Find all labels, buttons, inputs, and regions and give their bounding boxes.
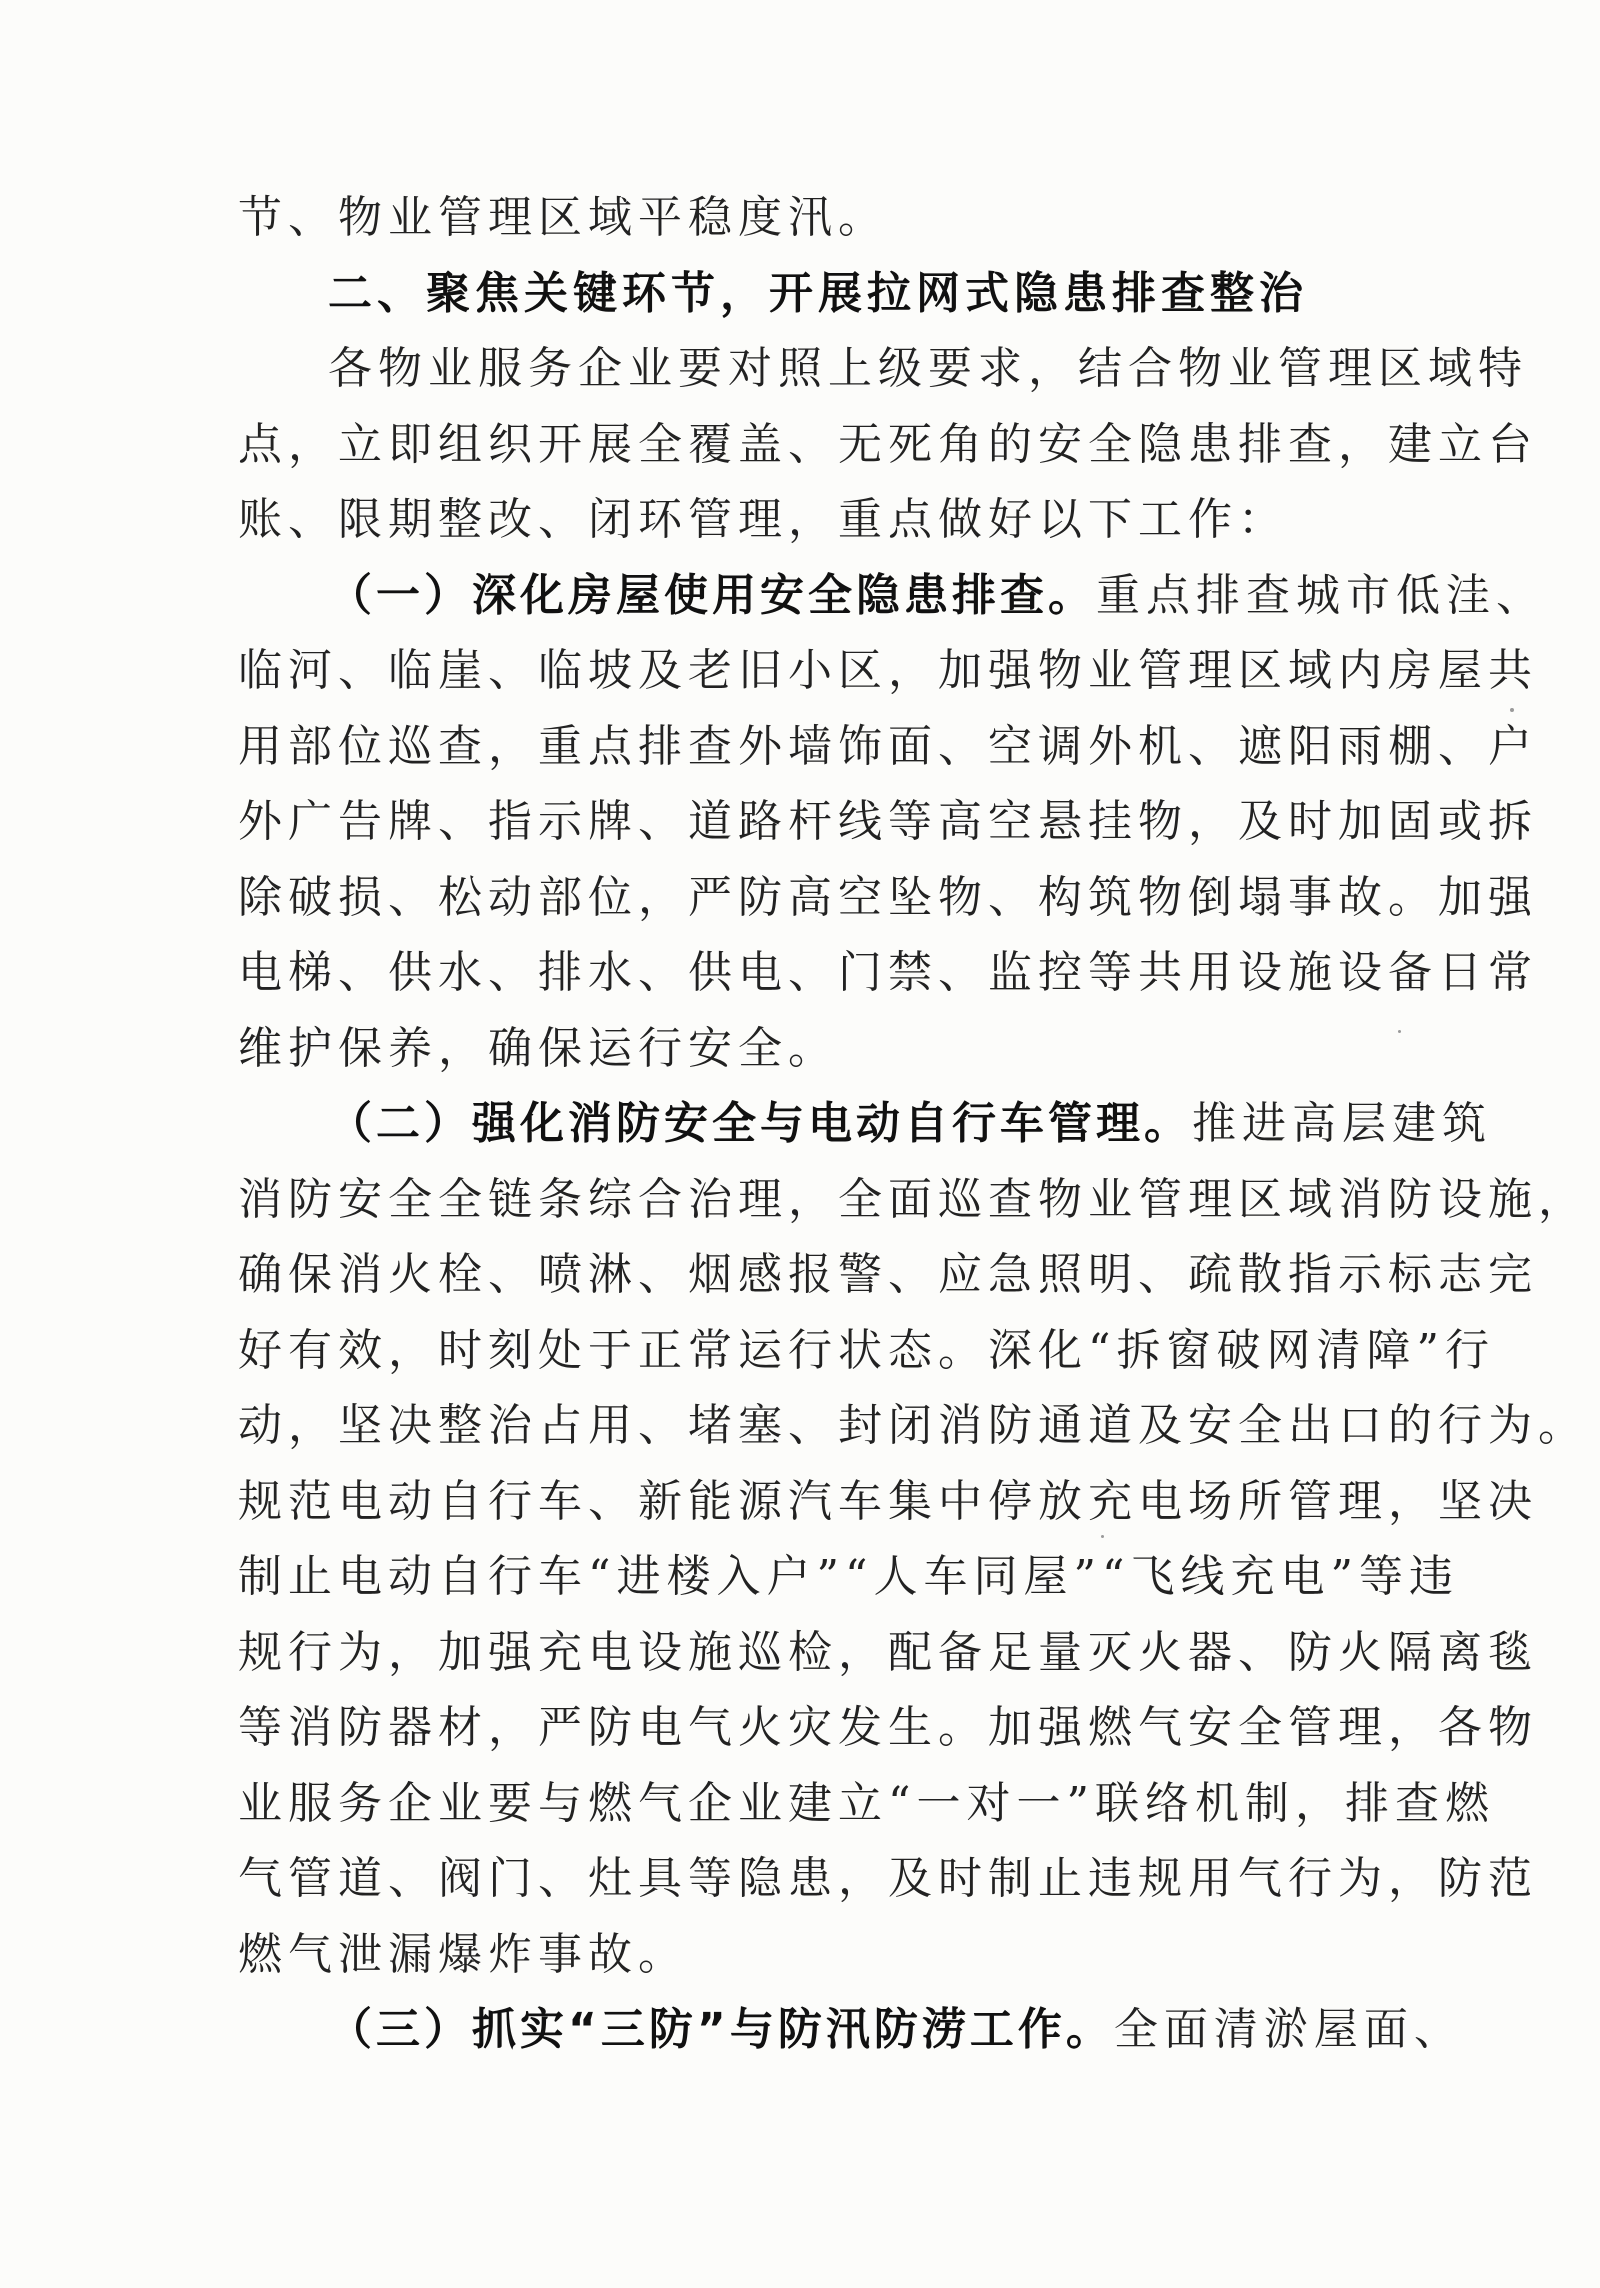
line-text: 动，坚决整治占用、堵塞、封闭消防通道及安全出口的行为。 [238,1400,1588,1451]
line-text: 全面清淤屋面、 [1113,2004,1464,2055]
text-line [238,1539,1459,1615]
text-line [238,407,1538,483]
line-text: 推进高层建筑 [1192,1098,1492,1149]
line-text: 维护保养，确保运行安全。 [238,1022,838,1074]
text-line [238,1162,1588,1238]
text-line [238,860,1538,936]
subsection-heading: （一）深化房屋使用安全隐患排查。 [328,569,1096,621]
scan-speck [1101,1535,1104,1538]
line-text: 用部位巡查，重点排查外墙饰面、空调外机、遮阳雨棚、户 [238,720,1538,772]
section-heading-text: 二、聚焦关键环节，开展拉网式隐患排查整治 [328,267,1308,319]
line-text: 业服务企业要与燃气企业建立“一对一”联络机制，排查燃 [238,1777,1495,1829]
line-text: 除破损、松动部位，严防高空坠物、构筑物倒塌事故。加强 [238,871,1538,923]
subsection-line [238,1992,1464,2068]
line-text: 各物业服务企业要对照上级要求，结合物业管理区域特 [328,343,1528,394]
line-text: 规行为，加强充电设施巡检，配备足量灭火器、防火隔离毯 [238,1626,1538,1678]
text-line [238,1690,1538,1766]
text-line [238,1237,1538,1313]
text-line [238,1917,1388,1993]
text-line [238,180,1388,256]
subsection-line [238,1086,1492,1162]
text-line [238,1011,1388,1087]
text-line [238,1841,1538,1917]
line-text: 等消防器材，严防电气火灾发生。加强燃气安全管理，各物 [238,1702,1538,1753]
scan-speck [1398,1030,1401,1033]
subsection-heading: （三）抓实“三防”与防汛防涝工作。 [328,2004,1114,2055]
line-text: 临河、临崖、临坡及老旧小区，加强物业管理区域内房屋共 [238,645,1538,696]
scan-speck [1510,708,1514,712]
text-line [238,1615,1538,1691]
line-text: 消防安全全链条综合治理，全面巡查物业管理区域消防设施， [238,1173,1588,1225]
line-text: 规范电动自行车、新能源汽车集中停放充电场所管理，坚决 [238,1475,1538,1527]
line-text: 外广告牌、指示牌、道路杆线等高空悬挂物，及时加固或拆 [238,796,1538,847]
subsection-line [238,558,1546,634]
text-line [238,482,1388,558]
text-line [238,633,1538,709]
line-text: 电梯、供水、排水、供电、门禁、监控等共用设施设备日常 [238,947,1538,998]
line-text: 制止电动自行车“进楼入户”“人车同屋”“飞线充电”等违 [238,1551,1459,1602]
text-line [238,784,1538,860]
line-text: 燃气泄漏爆炸事故。 [238,1928,688,1980]
text-line [238,709,1538,785]
subsection-heading: （二）强化消防安全与电动自行车管理。 [328,1098,1192,1149]
line-text: 节、物业管理区域平稳度汛。 [238,192,888,243]
text-line [238,1464,1538,1540]
text-line [238,935,1538,1011]
line-text: 好有效，时刻处于正常运行状态。深化“拆窗破网清障”行 [238,1324,1495,1376]
text-line [238,1313,1495,1389]
line-text: 确保消火栓、喷淋、烟感报警、应急照明、疏散指示标志完 [238,1249,1538,1300]
section-heading [238,256,1388,332]
text-line [238,1766,1495,1842]
line-text: 账、限期整改、闭环管理，重点做好以下工作： [238,494,1288,545]
line-text: 气管道、阀门、灶具等隐患，及时制止违规用气行为，防范 [238,1853,1538,1904]
line-text: 点，立即组织开展全覆盖、无死角的安全隐患排查，建立台 [238,418,1538,470]
line-text: 重点排查城市低洼、 [1096,569,1546,621]
text-line [238,1388,1588,1464]
paragraph-start [238,331,1528,407]
document-body [238,180,1588,2068]
